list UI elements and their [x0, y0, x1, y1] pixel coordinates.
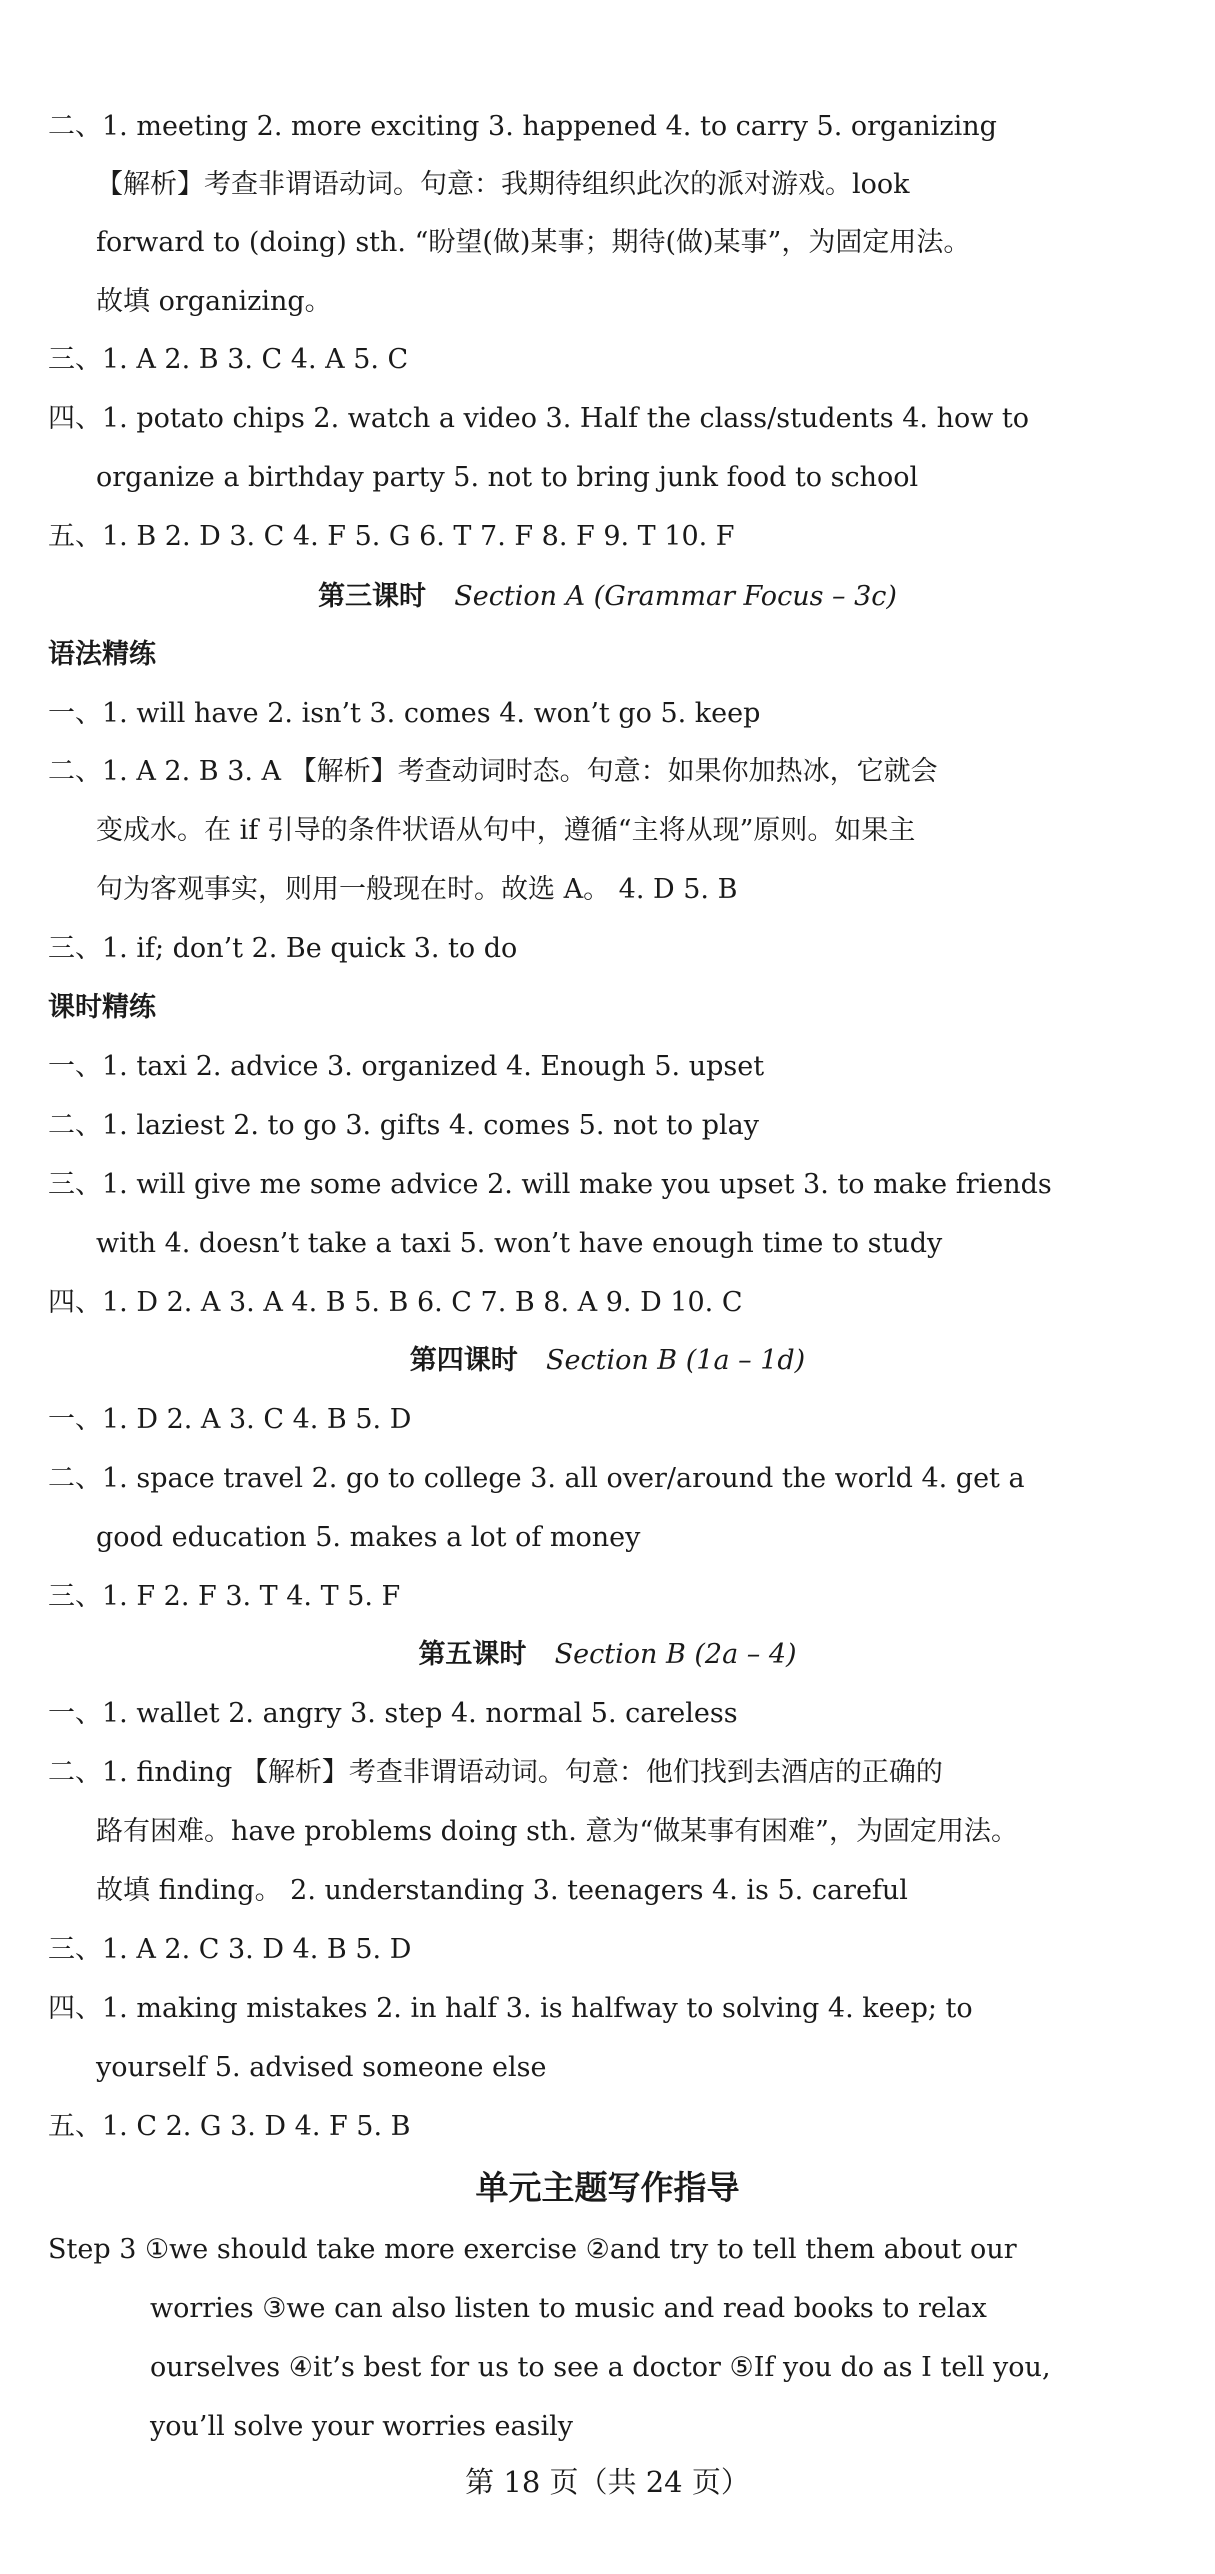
answer-line: 【解析】考查非谓语动词。句意：我期待组织此次的派对游戏。look — [96, 169, 910, 200]
answer-line: 三、1. if; don’t 2. Be quick 3. to do — [48, 933, 518, 964]
answer-line: 四、1. D 2. A 3. A 4. B 5. B 6. C 7. B 8. A 9. D 10. C — [48, 1287, 743, 1318]
answer-line: 二、1. A 2. B 3. A 【解析】考查动词时态。句意：如果你加热冰，它就会 — [48, 756, 938, 787]
answer-line: 句为客观事实，则用一般现在时。故选 A。 4. D 5. B — [96, 874, 738, 905]
answer-line: 一、1. D 2. A 3. C 4. B 5. D — [48, 1404, 412, 1435]
answer-line: 三、1. F 2. F 3. T 4. T 5. F — [48, 1581, 401, 1612]
answer-line: you’ll solve your worries easily — [150, 2411, 573, 2442]
lesson-heading-cn: 第三课时 — [318, 581, 427, 612]
answer-line: 四、1. making mistakes 2. in half 3. is halfway to solving 4. keep; to — [48, 1993, 973, 2024]
answer-line: 路有困难。have problems doing sth. 意为“做某事有困难”，为固定用法。 — [96, 1816, 1018, 1847]
answer-line: 二、1. meeting 2. more exciting 3. happened 4. to carry 5. organizing — [48, 111, 997, 142]
answer-line: 故填 organizing。 — [96, 286, 332, 317]
unit-writing-title: 单元主题写作指导 — [475, 2168, 740, 2207]
answer-line: 三、1. A 2. B 3. C 4. A 5. C — [48, 344, 409, 375]
lesson-heading-cn: 第四课时 — [409, 1345, 518, 1376]
answer-line: 三、1. A 2. C 3. D 4. B 5. D — [48, 1934, 412, 1965]
lesson-heading — [0, 1339, 1215, 1383]
answer-line: forward to (doing) sth. “盼望(做)某事；期待(做)某事”，为固定用法。 — [96, 227, 971, 258]
answer-line: good education 5. makes a lot of money — [96, 1522, 641, 1553]
answer-line: 五、1. B 2. D 3. C 4. F 5. G 6. T 7. F 8. F 9. T 10. F — [48, 521, 735, 552]
answer-line: 一、1. wallet 2. angry 3. step 4. normal 5. careless — [48, 1698, 738, 1729]
answer-line: 一、1. taxi 2. advice 3. organized 4. Enough 5. upset — [48, 1051, 765, 1082]
answer-line: 故填 finding。 2. understanding 3. teenagers 4. is 5. careful — [96, 1875, 908, 1906]
answer-line: with 4. doesn’t take a taxi 5. won’t have enough time to study — [96, 1228, 943, 1259]
section-heading: 语法精练 — [48, 639, 156, 670]
answer-line: 二、1. space travel 2. go to college 3. all over/around the world 4. get a — [48, 1463, 1025, 1494]
answer-line: 变成水。在 if 引导的条件状语从句中，遵循“主将从现”原则。如果主 — [96, 815, 916, 846]
section-heading: 课时精练 — [48, 992, 156, 1023]
answer-line: 五、1. C 2. G 3. D 4. F 5. B — [48, 2111, 411, 2142]
lesson-heading-section: Section B (2a – 4) — [554, 1639, 797, 1670]
answer-line: worries ③we can also listen to music and read books to relax — [150, 2293, 987, 2324]
answer-line: Step 3 ①we should take more exercise ②and try to tell them about our — [48, 2234, 1017, 2265]
lesson-heading-section: Section A (Grammar Focus – 3c) — [454, 581, 897, 612]
answer-line: 二、1. finding 【解析】考查非谓语动词。句意：他们找到去酒店的正确的 — [48, 1757, 943, 1788]
lesson-heading — [0, 1633, 1215, 1677]
answer-line: yourself 5. advised someone else — [96, 2052, 547, 2083]
answer-line: 四、1. potato chips 2. watch a video 3. Half the class/students 4. how to — [48, 403, 1030, 434]
page-number: 第 18 页（共 24 页） — [465, 2465, 750, 2499]
answer-line: organize a birthday party 5. not to bring junk food to school — [96, 462, 919, 493]
lesson-heading — [0, 575, 1215, 619]
answer-line: 二、1. laziest 2. to go 3. gifts 4. comes 5. not to play — [48, 1110, 760, 1141]
answer-line: 三、1. will give me some advice 2. will make you upset 3. to make friends — [48, 1169, 1052, 1200]
answer-line: 一、1. will have 2. isn’t 3. comes 4. won’t go 5. keep — [48, 698, 761, 729]
answer-line: ourselves ④it’s best for us to see a doctor ⑤If you do as I tell you, — [150, 2352, 1051, 2383]
lesson-heading-section: Section B (1a – 1d) — [546, 1345, 806, 1376]
lesson-heading-cn: 第五课时 — [418, 1639, 527, 1670]
